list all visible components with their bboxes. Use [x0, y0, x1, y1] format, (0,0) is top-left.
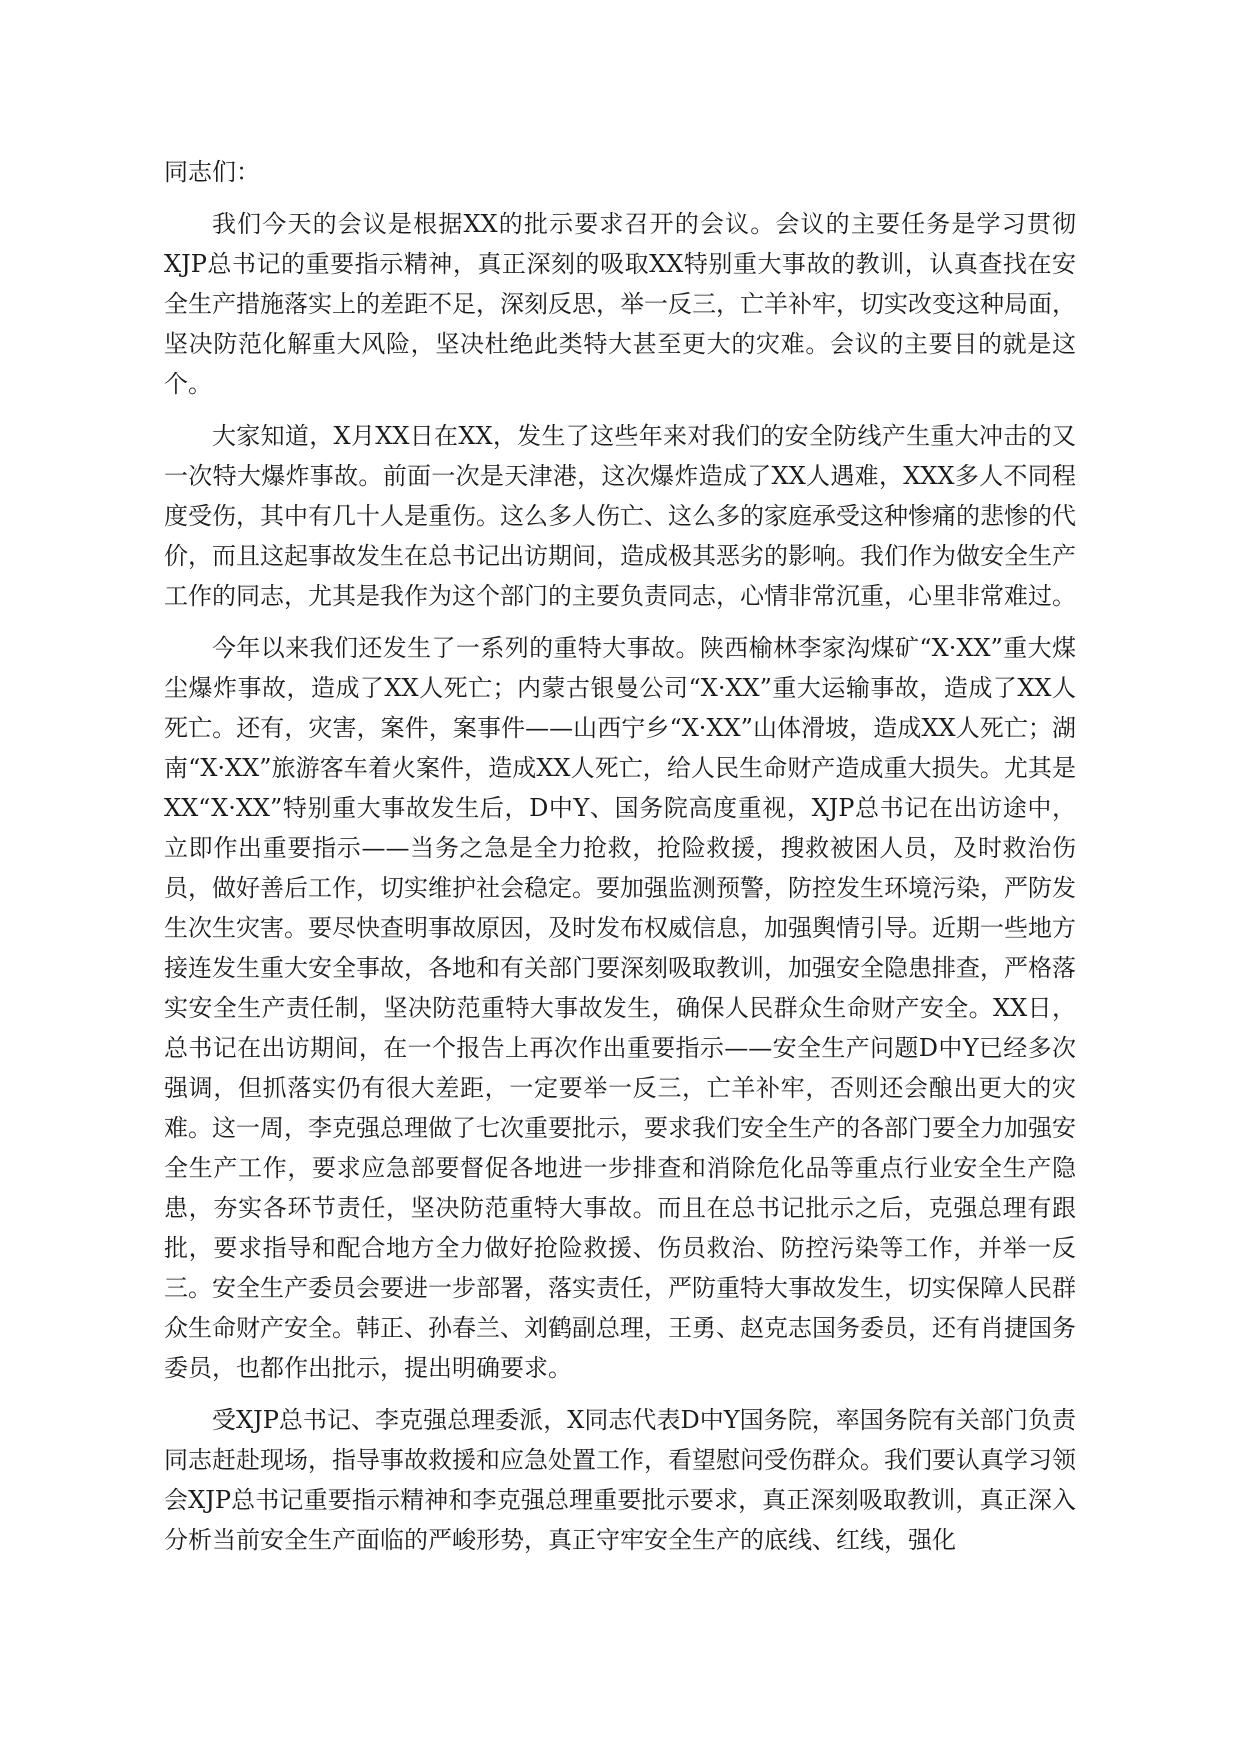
paragraph-explosion-accident: 大家知道，X月XX日在XX，发生了这些年来对我们的安全防线产生重大冲击的又一次特大爆炸事故。前面一次是天津港，这次爆炸造成了XX人遇难，XXX多人不同程度受伤，其中有几十人是重伤。这么多人伤亡、这么多的家庭承受这种惨痛的悲惨的代价，而且这起事故发生在总书记出访期间，造成极其恶劣的影响。我们作为做安全生产工作的同志，尤其是我作为这个部门的主要负责同志，心情非常沉重，心里非常难过。 [164, 422, 1076, 610]
paragraph-on-site-guidance: 受XJP总书记、李克强总理委派，X同志代表D中Y国务院，率国务院有关部门负责同志赶赴现场，指导事故救援和应急处置工作，看望慰问受伤群众。我们要认真学习领会XJP总书记重要指示精神和李克强总理重要批示要求，真正深刻吸取教训，真正深入分析当前安全生产面临的严峻形势，真正守牢安全生产的底线、红线，强化 [164, 1406, 1076, 1554]
paragraph-meeting-purpose: 我们今天的会议是根据XX的批示要求召开的会议。会议的主要任务是学习贯彻XJP总书记的重要指示精神，真正深刻的吸取XX特别重大事故的教训，认真查找在安全生产措施落实上的差距不足，深刻反思，举一反三，亡羊补牢，切实改变这种局面，坚决防范化解重大风险，坚决杜绝此类特大甚至更大的灾难。会议的主要目的就是这个。 [164, 210, 1076, 398]
paragraph-series-of-accidents: 今年以来我们还发生了一系列的重特大事故。陕西榆林李家沟煤矿“X·XX”重大煤尘爆炸事故，造成了XX人死亡；内蒙古银曼公司“X·XX”重大运输事故，造成了XX人死亡。还有，灾害，案件，案事件——山西宁乡“X·XX”山体滑坡，造成XX人死亡；湖南“X·XX”旅游客车着火案件，造成XX人死亡，给人民生命财产造成重大损失。尤其是XX“X·XX”特别重大事故发生后，D中Y、国务院高度重视，XJP总书记在出访途中，立即作出重要指示——当务之急是全力抢救，抢险救援，搜救被困人员，及时救治伤员，做好善后工作，切实维护社会稳定。要加强监测预警，防控发生环境污染，严防发生次生灾害。要尽快查明事故原因，及时发布权威信息，加强舆情引导。近期一些地方接连发生重大安全事故，各地和有关部门要深刻吸取教训，加强安全隐患排查，严格落实安全生产责任制，坚决防范重特大事故发生，确保人民群众生命财产安全。XX日，总书记在出访期间，在一个报告上再次作出重要指示——安全生产问题D中Y已经多次强调，但抓落实仍有很大差距，一定要举一反三，亡羊补牢，否则还会酿出更大的灾难。这一周，李克强总理做了七次重要批示，要求我们安全生产的各部门要全力加强安全生产工作，要求应急部要督促各地进一步排查和消除危化品等重点行业安全生产隐患，夯实各环节责任，坚决防范重特大事故。而且在总书记批示之后，克强总理有跟批，要求指导和配合地方全力做好抢险救援、伤员救治、防控污染等工作，并举一反三。安全生产委员会要进一步部署，落实责任，严防重特大事故发生，切实保障人民群众生命财产安全。韩正、孙春兰、刘鹤副总理，王勇、赵克志国务委员，还有肖捷国务委员，也都作出批示，提出明确要求。 [164, 634, 1076, 1382]
salutation: 同志们： [164, 158, 260, 186]
speech-body [164, 152, 1076, 1572]
